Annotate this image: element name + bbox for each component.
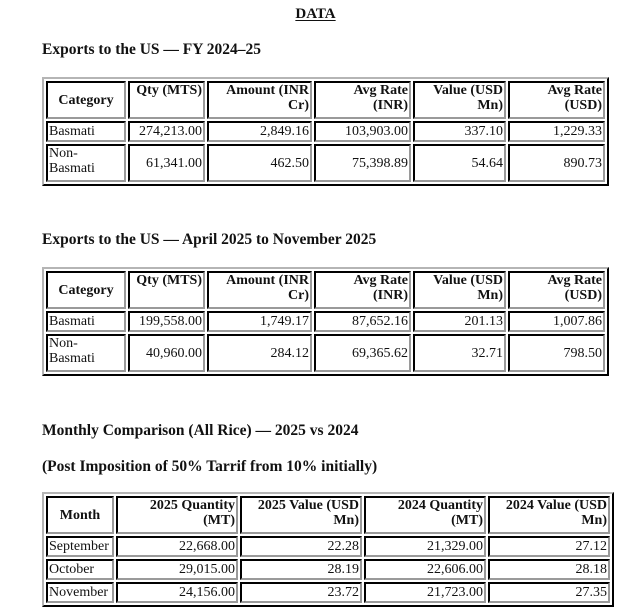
table-row — [46, 144, 605, 182]
cell-value-usd: 54.64 — [413, 144, 506, 182]
column-header-value-usd: Value (USD Mn) — [413, 271, 506, 309]
table-row — [46, 582, 610, 603]
column-header-qty: Qty (MTS) — [128, 81, 205, 119]
section-subheading-tariff: (Post Imposition of 50% Tarrif from 10% initially) — [42, 458, 378, 475]
column-header-2024-value: 2024 Value (USD Mn) — [488, 496, 610, 534]
section-heading-fy2024-25: Exports to the US — FY 2024–25 — [42, 41, 262, 58]
cell-value-2025: 28.19 — [240, 559, 362, 580]
page-title: DATA — [295, 6, 336, 22]
cell-amount-inr: 284.12 — [207, 334, 312, 372]
cell-value-2025: 23.72 — [240, 582, 362, 603]
column-header-category: Category — [46, 271, 126, 309]
cell-qty: 199,558.00 — [128, 311, 205, 332]
cell-value-usd: 337.10 — [413, 121, 506, 142]
cell-qty-2024: 22,606.00 — [364, 559, 486, 580]
column-header-amount-inr: Amount (INR Cr) — [207, 271, 312, 309]
monthly-comparison-table — [42, 492, 614, 607]
cell-avg-rate-inr: 75,398.89 — [314, 144, 411, 182]
cell-qty-2025: 22,668.00 — [116, 536, 238, 557]
column-header-2025-quantity: 2025 Quantity (MT) — [116, 496, 238, 534]
section-heading-monthly: Monthly Comparison (All Rice) — 2025 vs 2024 — [42, 422, 359, 439]
cell-avg-rate-inr: 87,652.16 — [314, 311, 411, 332]
cell-category: Non-Basmati — [46, 144, 126, 182]
cell-avg-rate-inr: 103,903.00 — [314, 121, 411, 142]
column-header-avg-rate-usd: Avg Rate (USD) — [508, 271, 605, 309]
cell-value-2025: 22.28 — [240, 536, 362, 557]
table-row — [46, 559, 610, 580]
cell-amount-inr: 1,749.17 — [207, 311, 312, 332]
cell-avg-rate-usd: 1,007.86 — [508, 311, 605, 332]
column-header-2025-value: 2025 Value (USD Mn) — [240, 496, 362, 534]
cell-value-2024: 27.12 — [488, 536, 610, 557]
column-header-2024-quantity: 2024 Quantity (MT) — [364, 496, 486, 534]
column-header-avg-rate-usd: Avg Rate (USD) — [508, 81, 605, 119]
table-row — [46, 121, 605, 142]
cell-qty-2025: 29,015.00 — [116, 559, 238, 580]
cell-qty: 40,960.00 — [128, 334, 205, 372]
cell-qty-2024: 21,723.00 — [364, 582, 486, 603]
column-header-avg-rate-inr: Avg Rate (INR) — [314, 81, 411, 119]
cell-category: Basmati — [46, 311, 126, 332]
table-header-row — [46, 496, 610, 534]
cell-month: November — [46, 582, 114, 603]
cell-qty: 274,213.00 — [128, 121, 205, 142]
cell-avg-rate-inr: 69,365.62 — [314, 334, 411, 372]
column-header-qty: Qty (MTS) — [128, 271, 205, 309]
table-row — [46, 536, 610, 557]
table-header-row — [46, 81, 605, 119]
cell-category: Basmati — [46, 121, 126, 142]
cell-category: Non-Basmati — [46, 334, 126, 372]
cell-avg-rate-usd: 798.50 — [508, 334, 605, 372]
column-header-amount-inr: Amount (INR Cr) — [207, 81, 312, 119]
cell-month: October — [46, 559, 114, 580]
section-heading-apr-nov-2025: Exports to the US — April 2025 to November 2025 — [42, 231, 377, 248]
table-row — [46, 311, 605, 332]
cell-amount-inr: 462.50 — [207, 144, 312, 182]
exports-apr-nov-2025-table — [42, 267, 609, 376]
cell-avg-rate-usd: 890.73 — [508, 144, 605, 182]
cell-qty-2024: 21,329.00 — [364, 536, 486, 557]
cell-value-usd: 32.71 — [413, 334, 506, 372]
cell-qty-2025: 24,156.00 — [116, 582, 238, 603]
cell-qty: 61,341.00 — [128, 144, 205, 182]
cell-month: September — [46, 536, 114, 557]
column-header-category: Category — [46, 81, 126, 119]
cell-value-2024: 28.18 — [488, 559, 610, 580]
table-header-row — [46, 271, 605, 309]
table-row — [46, 334, 605, 372]
column-header-avg-rate-inr: Avg Rate (INR) — [314, 271, 411, 309]
column-header-month: Month — [46, 496, 114, 534]
exports-fy2024-25-table — [42, 77, 609, 186]
cell-value-2024: 27.35 — [488, 582, 610, 603]
cell-amount-inr: 2,849.16 — [207, 121, 312, 142]
column-header-value-usd: Value (USD Mn) — [413, 81, 506, 119]
cell-value-usd: 201.13 — [413, 311, 506, 332]
cell-avg-rate-usd: 1,229.33 — [508, 121, 605, 142]
